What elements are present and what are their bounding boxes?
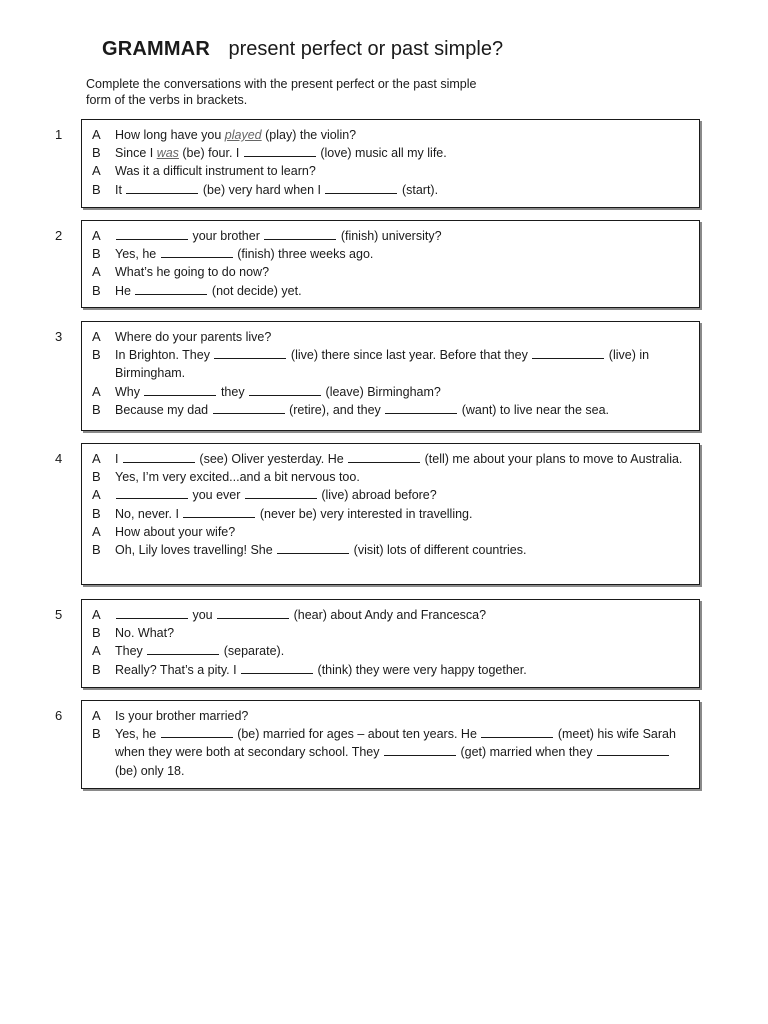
speaker-label: A: [92, 643, 101, 659]
dialogue-text: your brother (finish) university?: [115, 227, 689, 245]
exercise-number: 1: [55, 127, 63, 142]
answer-blank[interactable]: [244, 147, 316, 157]
answer-blank[interactable]: [384, 746, 456, 756]
speaker-label: A: [92, 708, 101, 723]
dialogue-text: They (separate).: [115, 644, 285, 659]
answer-blank[interactable]: [325, 184, 397, 194]
dialogue-text: No. What?: [115, 626, 175, 641]
dialogue-text: Where do your parents live?: [115, 330, 272, 344]
answer-blank[interactable]: [217, 609, 289, 619]
answer-blank[interactable]: [597, 746, 669, 756]
speaker-label: B: [92, 469, 101, 485]
dialogue-text: I (see) Oliver yesterday. He (tell) me about your plans to move to Australia.: [115, 452, 683, 466]
speaker-label: A: [92, 523, 101, 539]
answer-blank[interactable]: [481, 728, 553, 738]
answer-blank[interactable]: [214, 349, 286, 359]
dialogue-text: you ever (live) abroad before?: [115, 486, 689, 504]
speaker-label: B: [92, 145, 101, 161]
exercise-box: [81, 321, 700, 431]
dialogue-line: [92, 383, 689, 401]
dialogue-text: He (not decide) yet.: [115, 283, 302, 298]
dialogue-text: Was it a difficult instrument to learn?: [115, 164, 316, 179]
dialogue-text: Yes, he (be) married for ages – about ten years. He (meet) his wife Sarah when they were both at secondary school. They (get) married when they (be) only 18.: [115, 727, 676, 778]
speaker-label: A: [92, 264, 101, 280]
answer-blank[interactable]: [245, 489, 317, 499]
answer-blank[interactable]: [147, 645, 219, 655]
dialogue-text: Because my dad (retire), and they (want) to live near the sea.: [115, 402, 610, 417]
answer-blank[interactable]: [385, 404, 457, 414]
exercise-number: 5: [55, 607, 63, 622]
dialogue-line: [92, 642, 689, 660]
dialogue-text: Yes, he (finish) three weeks ago.: [115, 247, 374, 262]
page-header: [102, 38, 503, 61]
dialogue-text: Oh, Lily loves travelling! She (visit) lots of different countries.: [115, 543, 527, 558]
dialogue-line: [92, 486, 689, 504]
instructions: Complete the conversations with the present perfect or the past simple form of the verbs in brackets.: [86, 77, 477, 107]
answer-blank[interactable]: [116, 609, 188, 619]
dialogue-text: What’s he going to do now?: [115, 265, 270, 280]
dialogue-line: [92, 523, 689, 541]
dialogue-text: In Brighton. They (live) there since last year. Before that they (live) in Birmingham.: [115, 348, 650, 381]
dialogue-text: How about your wife?: [115, 524, 236, 539]
speaker-label: A: [92, 607, 101, 622]
dialogue-line: [92, 541, 689, 559]
dialogue-line: [92, 346, 689, 382]
dialogue-text: you (hear) about Andy and Francesca?: [115, 606, 689, 624]
answer-blank[interactable]: [213, 404, 285, 414]
dialogue-line: [92, 725, 689, 780]
answer-blank[interactable]: [161, 248, 233, 258]
speaker-label: A: [92, 163, 101, 179]
dialogue-line: [92, 624, 689, 642]
page-title: present perfect or past simple?: [228, 38, 504, 60]
answer-blank[interactable]: [123, 453, 195, 463]
answer-blank[interactable]: [264, 230, 336, 240]
dialogue-line: [92, 450, 689, 468]
exercise-number: 3: [55, 329, 63, 344]
speaker-label: A: [92, 383, 101, 399]
dialogue-line: [92, 505, 689, 523]
speaker-label: B: [92, 542, 101, 558]
dialogue-line: [92, 661, 689, 679]
dialogue-line: [92, 282, 689, 300]
dialogue-line: [92, 126, 689, 144]
dialogue-text: Is your brother married?: [115, 709, 249, 723]
speaker-label: B: [92, 181, 101, 197]
speaker-label: A: [92, 127, 101, 142]
exercise-number: 2: [55, 228, 63, 243]
speaker-label: B: [92, 726, 101, 742]
dialogue-line: [92, 707, 689, 725]
exercise-box: [81, 443, 700, 585]
speaker-label: B: [92, 282, 101, 298]
speaker-label: A: [92, 228, 101, 243]
exercise-number: 4: [55, 451, 63, 466]
answer-blank[interactable]: [161, 728, 233, 738]
exercise-box: [81, 700, 700, 789]
dialogue-text: Why they (leave) Birmingham?: [115, 384, 441, 399]
answer-blank[interactable]: [348, 453, 420, 463]
dialogue-text: Really? That’s a pity. I (think) they were very happy together.: [115, 662, 527, 677]
speaker-label: B: [92, 505, 101, 521]
speaker-label: A: [92, 451, 101, 466]
speaker-label: A: [92, 329, 101, 344]
dialogue-text: It (be) very hard when I (start).: [115, 182, 439, 197]
speaker-label: B: [92, 246, 101, 262]
example-answer: played: [224, 128, 262, 142]
answer-blank[interactable]: [532, 349, 604, 359]
section-label: GRAMMAR: [102, 38, 211, 60]
exercise-box: [81, 220, 700, 308]
dialogue-text: Yes, I’m very excited...and a bit nervous too.: [115, 470, 360, 485]
dialogue-text: No, never. I (never be) very interested in travelling.: [115, 506, 473, 521]
dialogue-text: Since I was (be) four. I (love) music all my life.: [115, 146, 447, 161]
answer-blank[interactable]: [116, 489, 188, 499]
speaker-label: B: [92, 401, 101, 417]
exercise-number: 6: [55, 708, 63, 723]
answer-blank[interactable]: [249, 386, 321, 396]
answer-blank[interactable]: [144, 386, 216, 396]
dialogue-line: [92, 162, 689, 180]
answer-blank[interactable]: [277, 544, 349, 554]
dialogue-line: [92, 401, 689, 419]
speaker-label: B: [92, 625, 101, 641]
dialogue-line: [92, 245, 689, 263]
dialogue-text: How long have you played (play) the violin?: [115, 128, 357, 142]
speaker-label: B: [92, 661, 101, 677]
dialogue-line: [92, 263, 689, 281]
dialogue-line: [92, 468, 689, 486]
exercise-box: [81, 599, 700, 688]
dialogue-line: [92, 144, 689, 162]
exercise-box: [81, 119, 700, 208]
dialogue-line: [92, 181, 689, 199]
speaker-label: A: [92, 487, 101, 503]
answer-blank[interactable]: [116, 230, 188, 240]
speaker-label: B: [92, 347, 101, 363]
dialogue-line: [92, 606, 689, 624]
answer-blank[interactable]: [135, 285, 207, 295]
dialogue-line: [92, 227, 689, 245]
answer-blank[interactable]: [241, 664, 313, 674]
example-answer: was: [156, 146, 179, 161]
answer-blank[interactable]: [183, 508, 255, 518]
dialogue-line: [92, 328, 689, 346]
answer-blank[interactable]: [126, 184, 198, 194]
